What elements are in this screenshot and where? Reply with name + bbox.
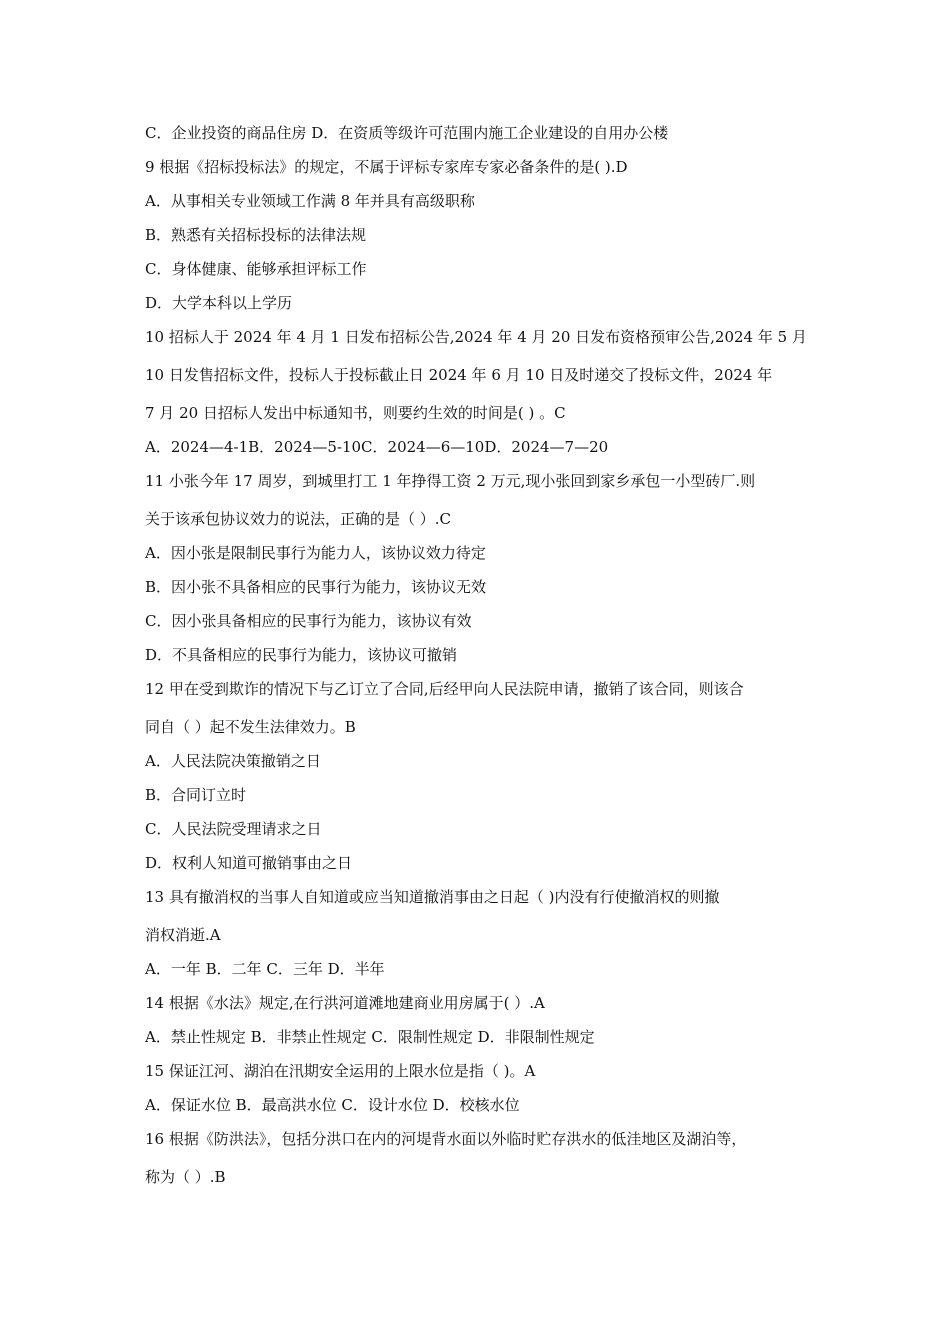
options-abcd: A．2024—4-1B．2024—5-10C．2024—6—10D．2024—7—20 xyxy=(145,438,609,456)
question-12: 12 甲在受到欺诈的情况下与乙订立了合同,后经甲向人民法院申请，撤销了该合同，则该合 xyxy=(145,680,744,698)
option-d: D．大学本科以上学历 xyxy=(145,294,293,312)
question-16-cont: 称为（ ）.B xyxy=(145,1168,226,1186)
document-body xyxy=(145,123,825,1187)
option-d: D．权利人知道可撤销事由之日 xyxy=(145,854,353,872)
question-13-cont: 消权消逝.A xyxy=(145,926,221,944)
question-12-cont: 同自（ ）起不发生法律效力。B xyxy=(145,718,356,736)
options-abcd: A．一年 B．二年 C．三年 D．半年 xyxy=(145,960,385,978)
option-d: D．不具备相应的民事行为能力，该协议可撤销 xyxy=(145,646,458,664)
question-10: 10 招标人于 2024 年 4 月 1 日发布招标公告,2024 年 4 月 20 日发布资格预审公告,2024 年 5 月 xyxy=(145,328,807,346)
question-16: 16 根据《防洪法》，包括分洪口在内的河堤背水面以外临时贮存洪水的低洼地区及湖泊等， xyxy=(145,1130,747,1148)
option-a: A．人民法院决策撤销之日 xyxy=(145,752,321,770)
question-15: 15 保证江河、湖泊在汛期安全运用的上限水位是指（ )。A xyxy=(145,1062,536,1080)
text-line: C．企业投资的商品住房 D．在资质等级许可范围内施工企业建设的自用办公楼 xyxy=(145,124,669,142)
option-a: A．从事相关专业领域工作满 8 年并具有高级职称 xyxy=(145,192,475,210)
option-c: C．人民法院受理请求之日 xyxy=(145,820,322,838)
question-14: 14 根据《水法》规定,在行洪河道滩地建商业用房属于( ）.A xyxy=(145,994,545,1012)
option-c: C．身体健康、能够承担评标工作 xyxy=(145,260,367,278)
question-10-cont: 7 月 20 日招标人发出中标通知书，则要约生效的时间是( ) 。C xyxy=(145,404,566,422)
question-9: 9 根据《招标投标法》的规定，不属于评标专家库专家必备条件的是( ).D xyxy=(145,158,628,176)
option-b: B．因小张不具备相应的民事行为能力，该协议无效 xyxy=(145,578,487,596)
question-11: 11 小张今年 17 周岁，到城里打工 1 年挣得工资 2 万元,现小张回到家乡承包一小型砖厂.则 xyxy=(145,472,756,490)
option-c: C．因小张具备相应的民事行为能力，该协议有效 xyxy=(145,612,472,630)
option-b: B．熟悉有关招标投标的法律法规 xyxy=(145,226,367,244)
option-b: B．合同订立时 xyxy=(145,786,247,804)
options-abcd: A．禁止性规定 B．非禁止性规定 C．限制性规定 D．非限制性规定 xyxy=(145,1028,595,1046)
question-10-cont: 10 日发售招标文件，投标人于投标截止日 2024 年 6 月 10 日及时递交了投标文件，2024 年 xyxy=(145,366,773,384)
option-a: A．因小张是限制民事行为能力人，该协议效力待定 xyxy=(145,544,486,562)
question-13: 13 具有撤消权的当事人自知道或应当知道撤消事由之日起（ )内没有行使撤消权的则撤 xyxy=(145,888,720,906)
question-11-cont: 关于该承包协议效力的说法，正确的是（ ）.C xyxy=(145,510,452,528)
options-abcd: A．保证水位 B．最高洪水位 C．设计水位 D．校核水位 xyxy=(145,1096,520,1114)
